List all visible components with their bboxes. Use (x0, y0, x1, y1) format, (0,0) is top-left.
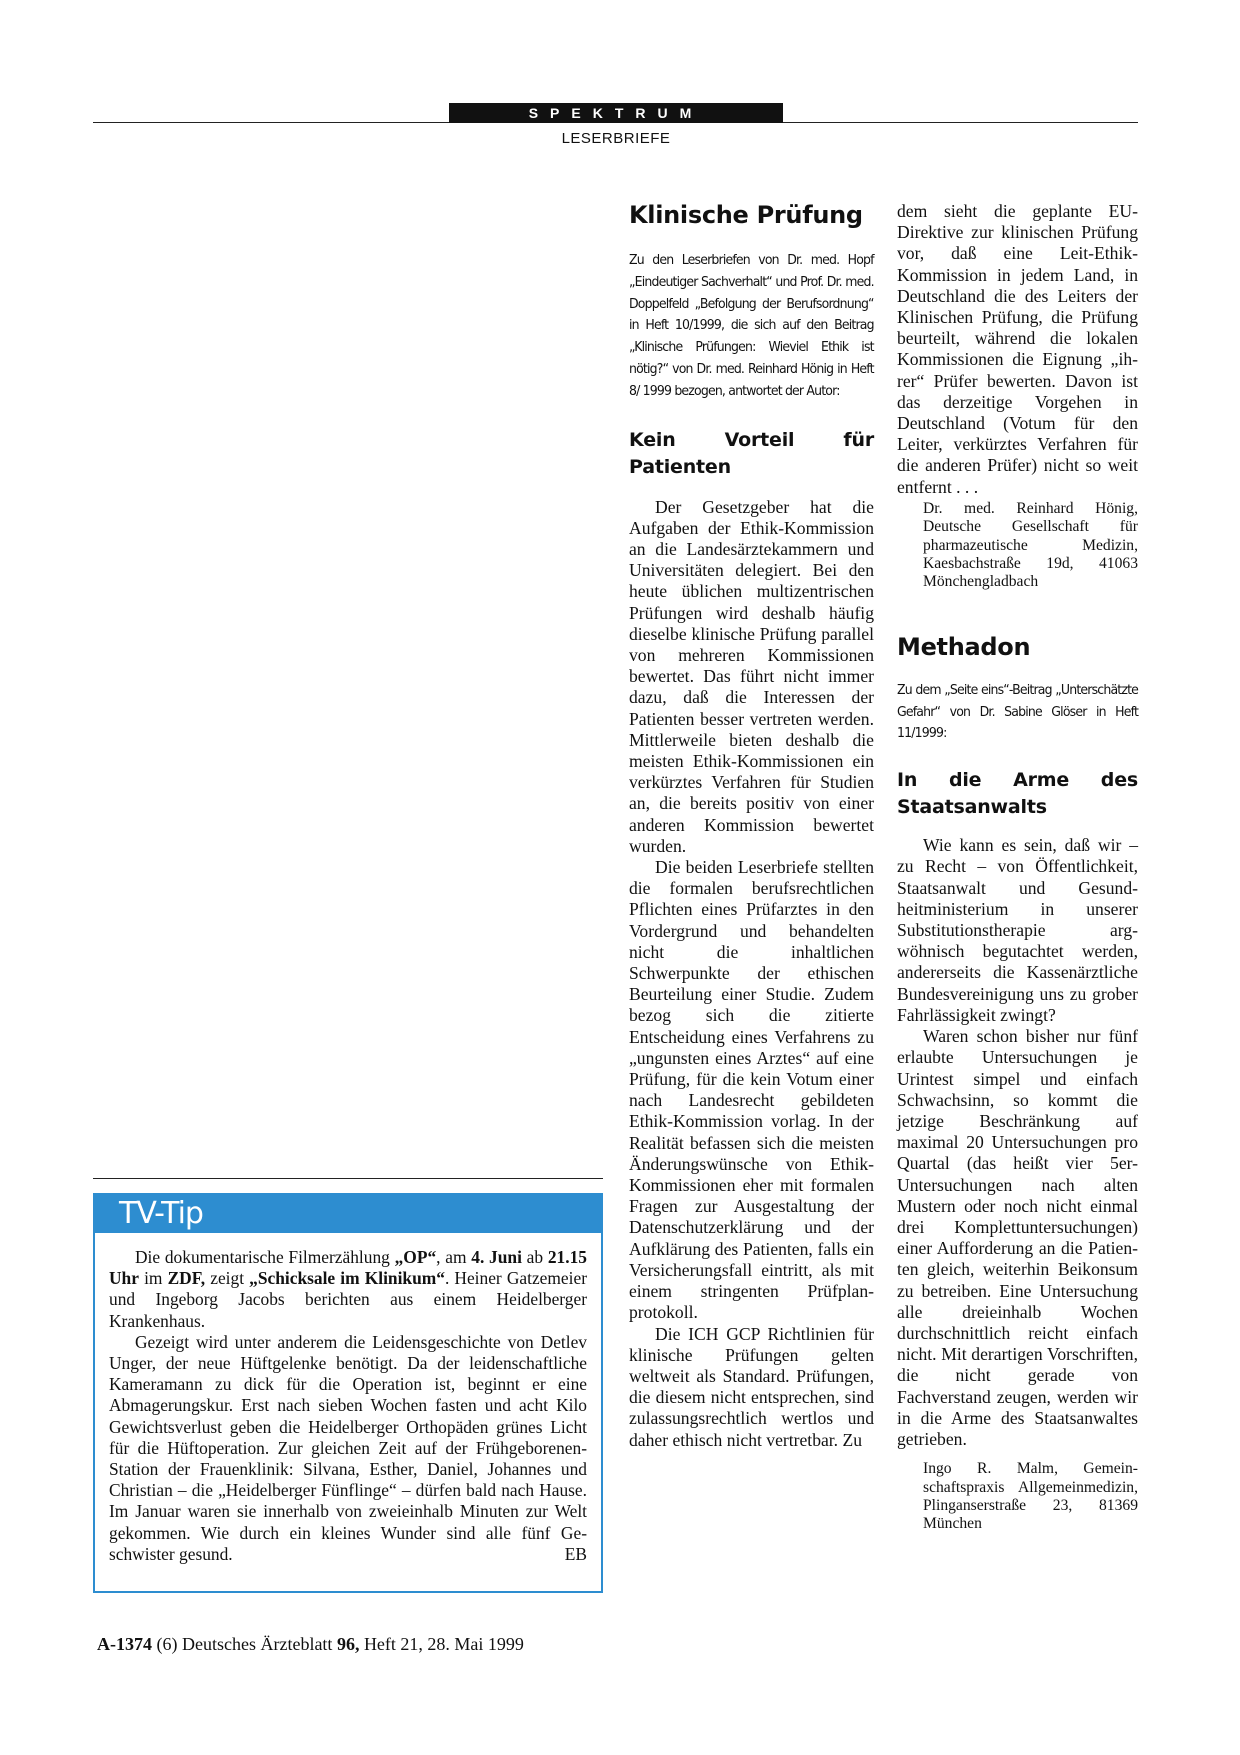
program-title: „OP“ (394, 1247, 437, 1267)
tv-tip-paragraph (109, 1247, 587, 1332)
broadcast-channel: ZDF, (167, 1268, 206, 1289)
column-3 (897, 201, 1138, 1534)
tv-tip-author: EB (564, 1543, 587, 1564)
article-1-signature: Dr. med. Reinhard Hönig, Deutsche Gesellschaft für pharmazeutische Medizin, Kaesbachstraße 19d, 41063 Mönchengladbach (923, 499, 1138, 591)
broadcast-date: 4. Juni (471, 1247, 522, 1267)
article-1-title: Klinische Prüfung (629, 201, 863, 229)
tv-tip-paragraph (109, 1332, 587, 1565)
article-2-subtitle: In die Arme des Staatsanwalts (897, 769, 1138, 819)
tv-tip-body (109, 1247, 587, 1565)
text-run: . Heiner Gatzemeier und Ingeborg Jacobs berichten aus einem Heidelberger Krankenhaus. (109, 1268, 587, 1331)
article-1-paragraph: Die ICH GCP Richtlinien für klinische Prüfungen gelten weltweit als Standard. Prüfungen, die diesem nicht entsprechen, sind zulassungsrechtlich wertlos und daher ethisch nicht vertretbar. Zu (629, 1323, 874, 1450)
page-footer (97, 1634, 524, 1655)
tv-tip-heading: TV-Tip (95, 1195, 601, 1233)
text-run: Die dokumentarische Filmerzählung (135, 1247, 395, 1267)
article-1-paragraph: dem sieht die geplante EU-Direktive zur klinischen Prüfung vor, daß eine Leit-Ethik-Kommission in jedem Land, in Deutschland die des Leiters der Klinischen Prüfung, die Prüfung beurteilt, während die lokalen Kommissionen die Eignung „ihrer“ Prüfer bewerten. Davon ist das derzeitige Vorgehen in Deutschland (Votum für den Leiter, verkürztes Verfahren für die anderen Prüfer) nicht so weit entfernt . . . (897, 201, 1138, 497)
footer-text: (6) Deutsches Ärzteblatt (152, 1634, 337, 1654)
text-run: zeigt (205, 1268, 250, 1289)
article-2-intro: Zu dem „Seite eins“-Beitrag „Unterschätzte Gefahr“ von Dr. Sabine Glöser in Heft 11/1999: (897, 681, 1139, 742)
episode-title: „Schicksale im Klinikum“ (249, 1268, 445, 1289)
article-2-paragraph: Waren schon bisher nur fünf erlaubte Untersuchungen je Urintest simpel und einfach Schwachsinn, so kommt die jetzige Beschränkung auf maximal 20 Untersuchungen pro Quartal (das heißt vier 5er-Untersuchungen nach alten Mustern oder noch nicht einmal drei Komplettuntersuchungen) einer Aufforderung an die Patienten gleich, weiterhin Beikonsum zu betreiben. Eine Untersuchung alle dreieinhalb Wochen durchschnittlich reicht einfach nicht. Mit derartigen Vorschriften, die nicht gerade von Fachverstand zeugen, werden wir in die Arme des Staatsanwaltes getrieben. (897, 1026, 1138, 1449)
article-1-intro: Zu den Leserbriefen von Dr. med. Hopf „Eindeutiger Sachverhalt“ und Prof. Dr. med. Doppelfeld „Befolgung der Berufsordnung“ in Heft 10/1999, die sich auf den Beitrag „Klinische Prüfungen: Wieviel Ethik ist nötig?“ von Dr. med. Reinhard Hönig in Heft 8/ 1999 bezogen, antwortet der Autor: (629, 252, 874, 399)
article-2-paragraph: Wie kann es sein, daß wir – zu Recht – von Öffentlichkeit, Staatsanwalt und Gesundheitministerium in unserer Substitutionstherapie argwöhnisch begutachtet werden, andererseits die Kassenärztliche Bundesvereinigung uns zu grober Fahrlässigkeit zwingt? (897, 835, 1138, 1025)
tv-tip-rule (93, 1178, 603, 1179)
article-1-paragraph: Der Gesetzgeber hat die Aufgaben der Ethik-Kommission an die Landesärztekammern und Universitäten delegiert. Bei den heute üblichen multizentrischen Prüfungen wird deshalb häufig dieselbe klinische Prüfung parallel von mehreren Kommissionen bewertet. Das führt nicht immer dazu, daß die Interessen der Patienten besser vertreten werden. Mittlerweile bieten deshalb die meisten Ethik-Kommissionen ein verkürztes Verfahren für Studien an, die bereits positiv von einer anderen Kommission bewertet wurden. (629, 496, 874, 856)
text-run: Gezeigt wird unter anderem die Leidensgeschichte von Detlev Unger, der neue Hüftgelenke benötigt. Da der leidenschaftliche Kameramann zu dick für die Operation ist, beginnt er eine Abmagerungskur. Erst nach sieben Wochen fasten und acht Kilo Gewichtsverlust geben die Heidelberger Orthopäden grünes Licht für die Hüftoperation. Zur gleichen Zeit auf der Frühgeborenen-Station der Frauenklinik: Silvana, Esther, Daniel, Johannes und Christian – die „Heidelberger Fünflinge“ – dürfen bald nach Hause. Im Januar waren sie innerhalb von zweieinhalb Minuten zur Welt gekommen. Wie durch ein kleines Wunder sind alle fünf Geschwister gesund. (109, 1331, 587, 1564)
subsection-title: LESERBRIEFE (561, 130, 671, 147)
column-2 (629, 200, 874, 1451)
broadcast-time: 21.15 Uhr (109, 1247, 587, 1289)
article-2-title: Methadon (897, 632, 1031, 661)
article-2-signature: Ingo R. Malm, Gemeinschaftspraxis Allgemeinmedizin, Plinganserstraße 23, 81369 München (923, 1460, 1138, 1533)
article-1-paragraph: Die beiden Leserbriefe stellten die formalen berufsrechtlichen Pflichten eines Prüfarztes in den Vordergrund und behandelten nicht die inhaltlichen Schwerpunkte der ethischen Beurteilung einer Studie. Zudem bezog sich die zitierte Entscheidung eines Verfahrens zu „ungunsten eines Arztes“ auf eine Prüfung, für die kein Votum einer nach Landesrecht gebildeten Ethik-Kommission vorlag. In der Realität befassen sich die meisten Änderungswünsche von Ethik-Kommissionen eher mit formalen Fragen zur Ausgestaltung der Datenschutzerklärung und der Aufklärung des Patienten, falls ein Versicherungsfall eintritt, als mit einem stringenten Prüfplanprotokoll. (629, 857, 874, 1323)
text-run: ab (521, 1247, 548, 1267)
text-run: , am (436, 1247, 472, 1267)
footer-text: Heft 21, 28. Mai 1999 (359, 1634, 524, 1654)
tv-tip-box (93, 1193, 603, 1593)
text-run: im (138, 1268, 168, 1289)
section-title: SPEKTRUM (449, 103, 783, 123)
volume-number: 96, (336, 1634, 360, 1654)
article-1-subtitle: Kein Vorteil für Patienten (629, 428, 874, 478)
page-number: A-1374 (97, 1634, 152, 1654)
